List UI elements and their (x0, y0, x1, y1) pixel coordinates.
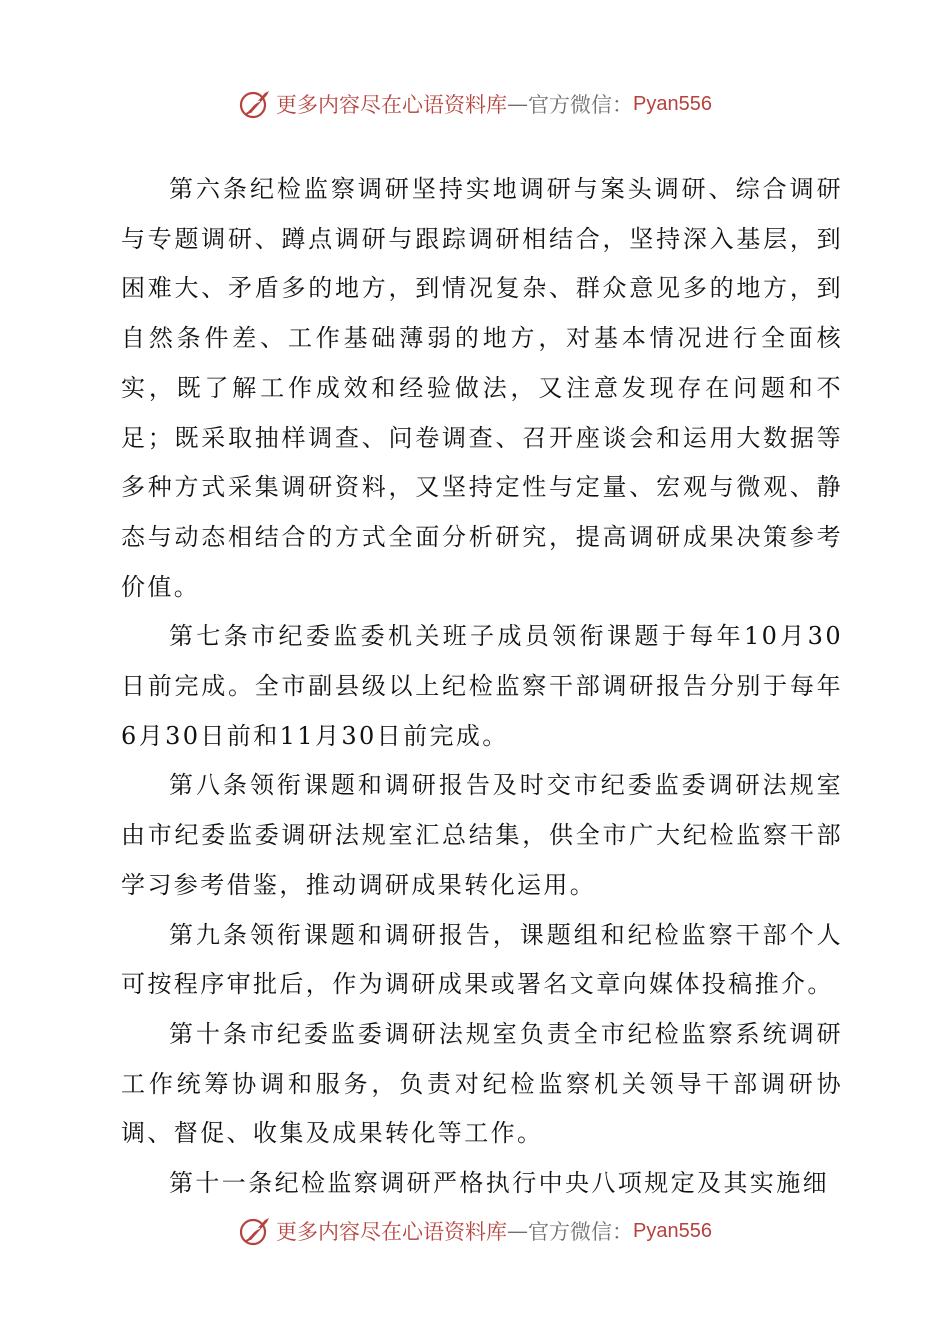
document-body (121, 165, 843, 1209)
watermark-wechat-id: Pyan556 (633, 92, 712, 115)
paragraph-article-11: 第十一条纪检监察调研严格执行中央八项规定及其实施细 (169, 1169, 829, 1198)
quill-logo-icon (238, 1214, 272, 1248)
watermark-wechat-id: Pyan556 (633, 1219, 712, 1242)
paragraph-article-6: 第六条纪检监察调研坚持实地调研与案头调研、综合调研与专题调研、蹲点调研与跟踪调研相结合，坚持深入基层，到困难大、矛盾多的地方，到情况复杂、群众意见多的地方，到自然条件差、工作基础薄弱的地方，对基本情况进行全面核实，既了解工作成效和经验做法，又注意发现存在问题和不足；既采取抽样调查、问卷调查、召开座谈会和运用大数据等多种方式采集调研资料，又坚持定性与定量、宏观与微观、静态与动态相结合的方式全面分析研究，提高调研成果决策参考价值。 (121, 175, 843, 601)
footer-watermark (0, 1211, 950, 1251)
watermark-brand: 更多内容尽在心语资料库 (276, 93, 508, 117)
paragraph-article-9: 第九条领衔课题和调研报告，课题组和纪检监察干部个人可按程序审批后，作为调研成果或署名文章向媒体投稿推介。 (121, 920, 843, 999)
watermark-dash: — (507, 92, 529, 116)
watermark-wechat-label: 官方微信： (528, 1220, 634, 1244)
watermark-dash: — (507, 1219, 529, 1243)
watermark-wechat-label: 官方微信： (528, 93, 634, 117)
paragraph-article-10: 第十条市纪委监委调研法规室负责全市纪检监察系统调研工作统筹协调和服务，负责对纪检监察机关领导干部调研协调、督促、收集及成果转化等工作。 (121, 1019, 843, 1148)
header-watermark (0, 84, 950, 124)
paragraph-article-8: 第八条领衔课题和调研报告及时交市纪委监委调研法规室由市纪委监委调研法规室汇总结集，供全市广大纪检监察干部学习参考借鉴，推动调研成果转化运用。 (121, 771, 843, 899)
paragraph-article-7: 第七条市纪委监委机关班子成员领衔课题于每年10月30日前完成。全市副县级以上纪检监察干部调研报告分别于每年6月30日前和11月30日前完成。 (121, 622, 843, 750)
quill-logo-icon (238, 87, 272, 121)
watermark-brand: 更多内容尽在心语资料库 (276, 1220, 508, 1244)
